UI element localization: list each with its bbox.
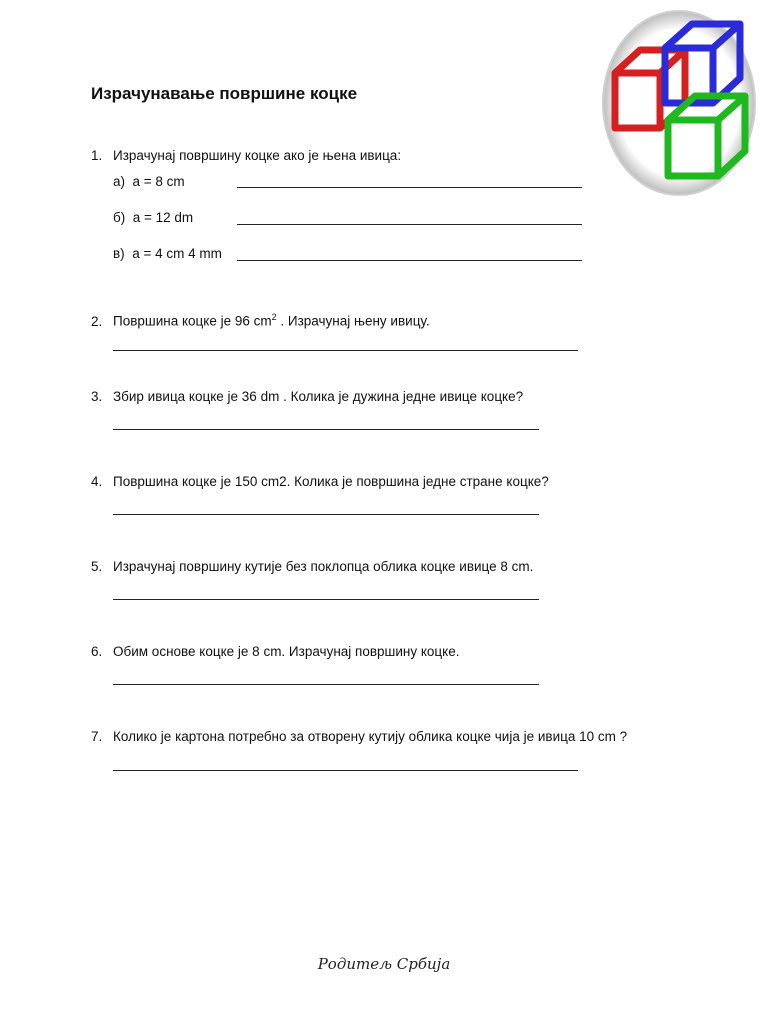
answer-line[interactable] [237,260,582,261]
part-label: в) [113,246,125,261]
question-number: 5. [91,559,103,574]
answer-line[interactable] [113,514,539,515]
page-title: Израчунавање површине коцке [91,84,358,103]
question-6 [91,643,460,661]
part-label: б) [113,210,126,225]
question-text: Израчунај површину кутије без поклопца облика коцке ивице 8 cm. [113,559,534,574]
question-number: 2. [91,313,103,329]
question-text: Израчунај површину коцке ако је њена ивица: [113,148,402,163]
part-text: a = 12 dm [132,210,194,225]
answer-line[interactable] [113,684,539,685]
question-number: 1. [91,148,103,163]
question-number: 3. [91,389,103,404]
answer-line[interactable] [113,599,539,600]
question-text-continued: . Израчунај њену ивицу. [276,313,430,329]
question-text: Збир ивица коцке је 36 dm . Колика је дужина једне ивице коцке? [113,389,524,404]
question-text: Површина коцке је 150 cm2. Колика је површина једне стране коцке? [113,474,549,489]
answer-line[interactable] [237,187,582,188]
footer-signature: Родитељ Србија [317,955,451,973]
question-text: Површина коцке је 96 cm [113,313,272,329]
question-5 [91,558,533,576]
question-7 [91,728,627,746]
question-3 [91,388,523,406]
question-number: 7. [91,729,103,744]
question-number: 6. [91,644,103,659]
part-text: a = 4 cm 4 mm [132,246,222,261]
question-number: 4. [91,474,103,489]
question-text: Колико је картона потребно за отворену кутију облика коцке чија је ивица 10 cm ? [113,729,628,744]
question-text: Обим основе коцке је 8 cm. Израчунај површину коцке. [113,644,460,659]
question-1-part-c [113,246,222,261]
answer-line[interactable] [113,770,578,771]
answer-line[interactable] [237,224,582,225]
question-1 [91,147,401,165]
interlocking-cubes-icon [600,8,758,198]
part-label: а) [113,174,126,189]
superscript: 2 [271,312,277,322]
part-text: a = 8 cm [132,174,185,189]
answer-line[interactable] [113,350,578,351]
question-1-part-a [113,174,185,189]
question-4 [91,473,549,491]
question-1-part-b [113,210,193,225]
answer-line[interactable] [113,429,539,430]
question-2 [91,308,430,331]
